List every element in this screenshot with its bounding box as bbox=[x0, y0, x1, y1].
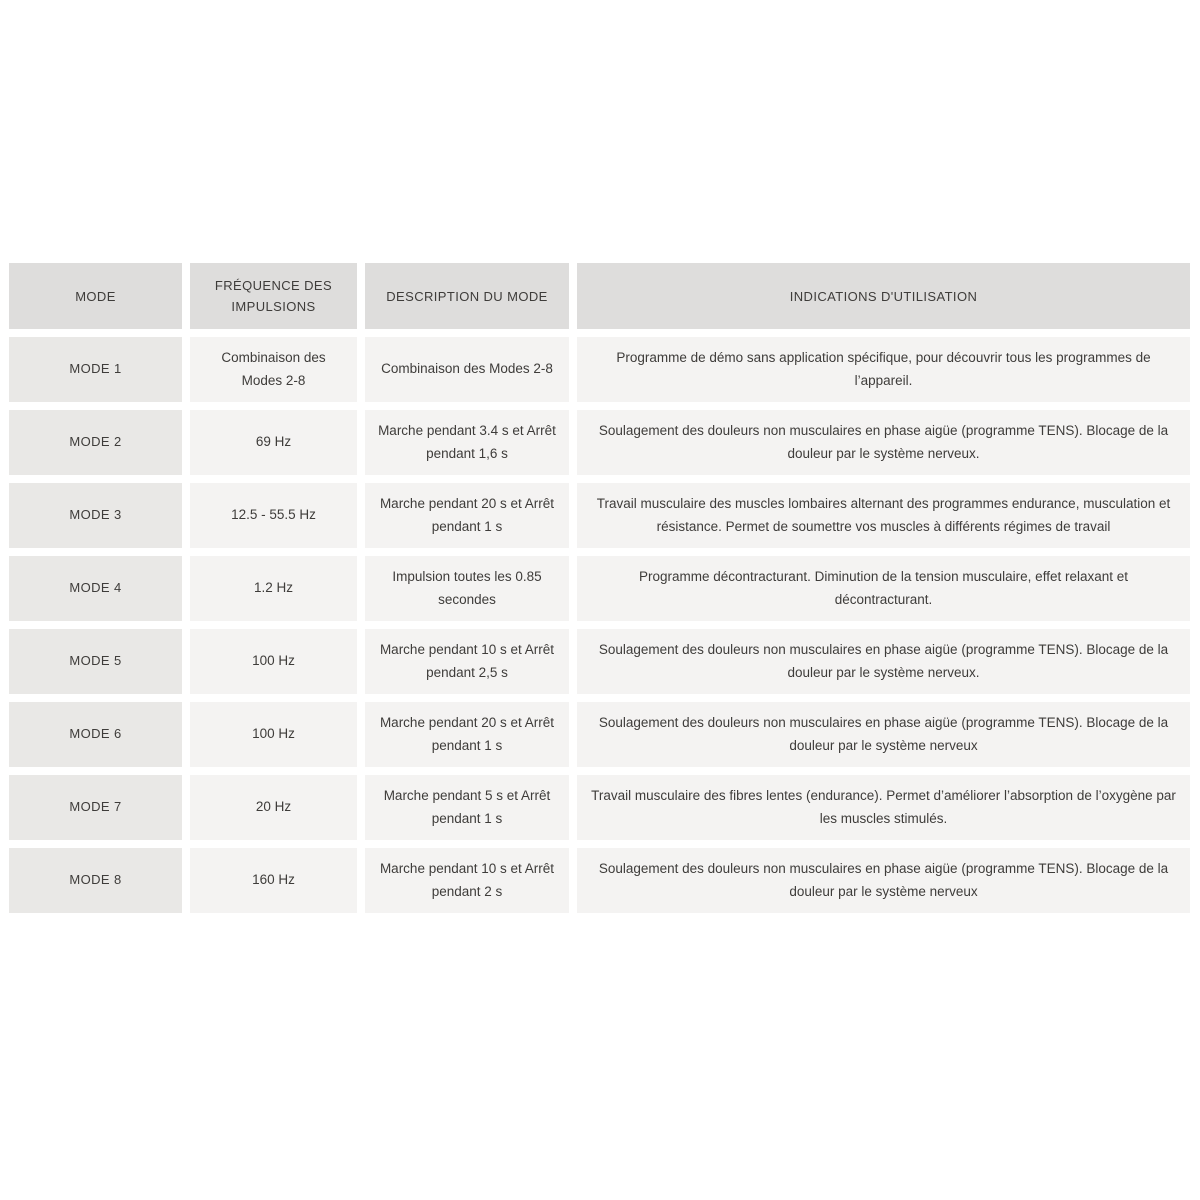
description-cell: Marche pendant 10 s et Arrêt pendant 2,5 s bbox=[365, 629, 569, 694]
mode-cell: MODE 5 bbox=[9, 629, 182, 694]
frequency-cell: 100 Hz bbox=[190, 702, 357, 767]
mode-cell: MODE 6 bbox=[9, 702, 182, 767]
description-cell: Impulsion toutes les 0.85 secondes bbox=[365, 556, 569, 621]
indications-cell: Programme décontracturant. Diminution de la tension musculaire, effet relaxant et décontracturant. bbox=[577, 556, 1190, 621]
table-row bbox=[9, 556, 1190, 621]
frequency-cell: 1.2 Hz bbox=[190, 556, 357, 621]
table-row bbox=[9, 775, 1190, 840]
column-header-indications: INDICATIONS D'UTILISATION bbox=[577, 263, 1190, 329]
frequency-cell: 69 Hz bbox=[190, 410, 357, 475]
table-row bbox=[9, 337, 1190, 402]
table-header-row bbox=[9, 263, 1190, 329]
indications-cell: Soulagement des douleurs non musculaires en phase aigüe (programme TENS). Blocage de la douleur par le système nerveux. bbox=[577, 410, 1190, 475]
mode-cell: MODE 1 bbox=[9, 337, 182, 402]
description-cell: Combinaison des Modes 2-8 bbox=[365, 337, 569, 402]
modes-table bbox=[1, 255, 1198, 921]
column-header-mode: MODE bbox=[9, 263, 182, 329]
description-cell: Marche pendant 3.4 s et Arrêt pendant 1,6 s bbox=[365, 410, 569, 475]
frequency-cell: 100 Hz bbox=[190, 629, 357, 694]
mode-cell: MODE 3 bbox=[9, 483, 182, 548]
mode-cell: MODE 8 bbox=[9, 848, 182, 913]
mode-cell: MODE 2 bbox=[9, 410, 182, 475]
table-row bbox=[9, 629, 1190, 694]
description-cell: Marche pendant 20 s et Arrêt pendant 1 s bbox=[365, 702, 569, 767]
table-row bbox=[9, 410, 1190, 475]
table-row bbox=[9, 702, 1190, 767]
frequency-cell: 160 Hz bbox=[190, 848, 357, 913]
mode-cell: MODE 7 bbox=[9, 775, 182, 840]
frequency-cell: 12.5 - 55.5 Hz bbox=[190, 483, 357, 548]
column-header-description: DESCRIPTION DU MODE bbox=[365, 263, 569, 329]
table-row bbox=[9, 848, 1190, 913]
indications-cell: Travail musculaire des fibres lentes (endurance). Permet d’améliorer l’absorption de l’oxygène par les muscles stimulés. bbox=[577, 775, 1190, 840]
description-cell: Marche pendant 5 s et Arrêt pendant 1 s bbox=[365, 775, 569, 840]
indications-cell: Soulagement des douleurs non musculaires en phase aigüe (programme TENS). Blocage de la douleur par le système nerveux. bbox=[577, 629, 1190, 694]
table-row bbox=[9, 483, 1190, 548]
column-header-frequency: FRÉQUENCE DES IMPULSIONS bbox=[190, 263, 357, 329]
mode-cell: MODE 4 bbox=[9, 556, 182, 621]
indications-cell: Programme de démo sans application spécifique, pour découvrir tous les programmes de l’appareil. bbox=[577, 337, 1190, 402]
frequency-cell: 20 Hz bbox=[190, 775, 357, 840]
indications-cell: Soulagement des douleurs non musculaires en phase aigüe (programme TENS). Blocage de la douleur par le système nerveux bbox=[577, 702, 1190, 767]
description-cell: Marche pendant 20 s et Arrêt pendant 1 s bbox=[365, 483, 569, 548]
description-cell: Marche pendant 10 s et Arrêt pendant 2 s bbox=[365, 848, 569, 913]
indications-cell: Travail musculaire des muscles lombaires alternant des programmes endurance, musculation et résistance. Permet de soumettre vos muscles à différents régimes de travail bbox=[577, 483, 1190, 548]
frequency-cell: Combinaison des Modes 2-8 bbox=[190, 337, 357, 402]
indications-cell: Soulagement des douleurs non musculaires en phase aigüe (programme TENS). Blocage de la douleur par le système nerveux bbox=[577, 848, 1190, 913]
